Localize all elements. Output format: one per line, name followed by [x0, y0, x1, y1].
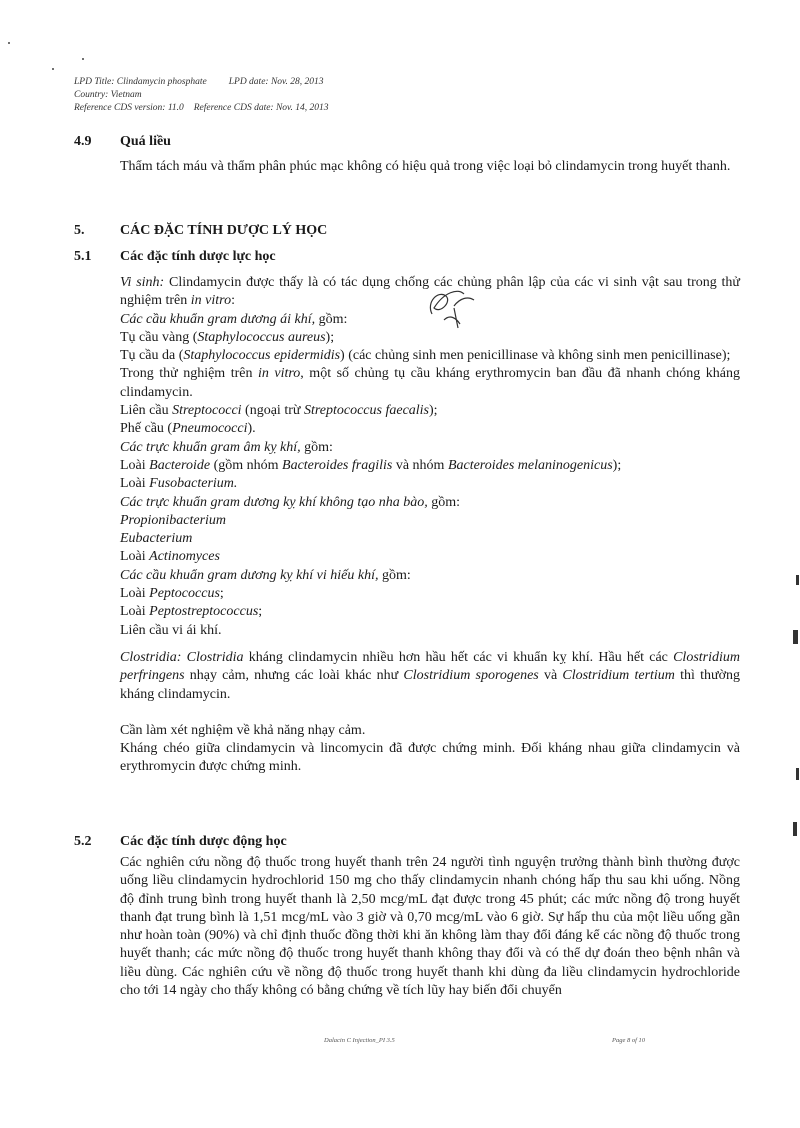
text: );	[429, 403, 438, 419]
text: Bacteroide	[149, 457, 211, 473]
text: ).	[247, 421, 256, 437]
text: Staphylococcus epidermidis	[183, 348, 341, 364]
list-item: Liên cầu vi ái khí.	[120, 622, 222, 638]
text: Các cầu khuẩn gram dương ái khí,	[120, 311, 316, 327]
text: Loài	[120, 476, 150, 492]
list-item	[120, 347, 740, 365]
text: gồm:	[315, 311, 348, 327]
list-item	[120, 420, 740, 438]
section-5-2-heading	[74, 834, 287, 850]
text: (gồm nhóm	[210, 457, 283, 473]
scan-speck	[82, 58, 84, 60]
section-4-9-body	[120, 158, 740, 176]
text: Loài	[120, 457, 150, 473]
text: kháng clindamycin nhiều hơn hầu hết các vi khuẩn kỵ khí. Hầu hết các	[243, 649, 674, 665]
text: gồm:	[300, 439, 333, 455]
text: Staphylococcus aureus	[197, 329, 326, 345]
text: Tụ cầu da (	[120, 348, 184, 364]
text: Loài	[120, 586, 150, 602]
paragraph: Cần làm xét nghiệm về khả năng nhạy cảm.	[120, 722, 366, 738]
list-item	[120, 329, 740, 347]
text: Clostridium tertium	[562, 668, 675, 684]
text: nhạy cảm, nhưng các loài khác như	[184, 668, 404, 684]
text: Pneumococci	[172, 421, 248, 437]
list-item: Propionibacterium	[120, 512, 227, 528]
section-5-2-body	[120, 854, 740, 1000]
scan-edge-mark	[793, 630, 798, 644]
list-item	[120, 439, 740, 457]
footer-doc-id: Dalacin C Injection_PI 3.5	[324, 1037, 395, 1044]
text: Clindamycin được thấy là có tác dụng chống các chủng phân lập của các vi sinh vật sau trong thử nghiệm trên	[120, 275, 741, 309]
text: và	[538, 668, 563, 684]
section-title: CÁC ĐẶC TÍNH DƯỢC LÝ HỌC	[120, 223, 328, 238]
text: Tụ cầu vàng (	[120, 329, 198, 345]
list-item	[120, 494, 740, 512]
list-item	[120, 365, 740, 402]
section-number: 5.2	[74, 834, 92, 849]
text: Bacteroides fragilis	[282, 457, 393, 473]
scan-edge-mark	[796, 768, 799, 780]
list-item	[120, 603, 740, 621]
text: Clostridia	[181, 649, 244, 665]
list-item	[120, 457, 740, 475]
text: );	[325, 329, 335, 345]
list-item	[120, 475, 740, 493]
text: Các trực khuẩn gram âm kỵ khí,	[120, 439, 301, 455]
paragraph: Kháng chéo giữa clindamycin và lincomycin đã được chứng minh. Đối kháng nhau giữa clindamycin và erythromycin được chứng minh.	[120, 741, 740, 775]
section-5-1-body	[120, 274, 740, 777]
text: (ngoại trừ	[241, 403, 304, 419]
text: và nhóm	[392, 457, 448, 473]
text: Actinomyces	[149, 549, 220, 565]
list-item	[120, 548, 740, 566]
text: Fusobacterium.	[149, 476, 238, 492]
list-item	[120, 311, 740, 329]
section-number: 5.	[74, 223, 85, 238]
text: ) (các chủng sinh men penicillinase và không sinh men penicillinase);	[340, 348, 731, 364]
list-item	[120, 567, 740, 585]
text: );	[612, 457, 622, 473]
text: Streptococci	[172, 403, 242, 419]
vi-sinh-paragraph	[120, 274, 740, 311]
section-title: Quá liều	[120, 134, 171, 149]
text: thì thường kháng clindamycin.	[120, 668, 740, 702]
section-title: Các đặc tính dược động học	[120, 834, 287, 849]
scan-speck	[8, 42, 10, 44]
text: Clostridium sporogenes	[403, 668, 539, 684]
list-item	[120, 585, 740, 603]
text: in vitro	[190, 293, 232, 309]
text: gồm:	[427, 494, 461, 510]
lpd-title: LPD Title: Clindamycin phosphate	[74, 77, 207, 87]
list-item: Eubacterium	[120, 531, 193, 547]
text: Các cầu khuẩn gram dương kỵ khí vi hiếu khí,	[120, 567, 379, 583]
section-number: 4.9	[74, 134, 92, 149]
text: ;	[219, 586, 224, 602]
section-number: 5.1	[74, 249, 92, 264]
text: Peptococcus	[149, 586, 220, 602]
paragraph: Thẩm tách máu và thẩm phân phúc mạc không có hiệu quả trong việc loại bỏ clindamycin trong huyết thanh.	[120, 159, 731, 174]
text: Clostridia:	[120, 649, 182, 665]
text: Trong thử nghiệm trên	[120, 366, 258, 382]
text: , một số chủng tụ cầu kháng erythromycin ban đầu đã nhanh chóng kháng clindamycin.	[120, 366, 740, 400]
clostridia-paragraph	[120, 649, 740, 704]
text: Loài	[120, 604, 150, 620]
text: in vitro	[257, 366, 301, 382]
text: Peptostreptococcus	[149, 604, 259, 620]
vi-sinh-label: Vi sinh:	[120, 275, 165, 290]
text: Streptococcus faecalis	[303, 403, 430, 419]
scan-edge-mark	[796, 575, 799, 585]
text: Phế cầu (	[120, 421, 173, 437]
scan-speck	[52, 68, 54, 70]
text: Liên cầu	[120, 403, 173, 419]
cds-version: Reference CDS version: 11.0	[74, 103, 184, 113]
section-5-heading	[74, 223, 327, 239]
text: Các trực khuẩn gram dương kỵ khí không tạo nha bào,	[120, 494, 428, 510]
cds-date: Reference CDS date: Nov. 14, 2013	[193, 103, 329, 113]
scan-edge-mark	[793, 822, 797, 836]
text: Loài	[120, 549, 150, 565]
footer-page-number: Page 8 of 10	[612, 1037, 646, 1044]
section-4-9-heading	[74, 134, 171, 150]
section-5-1-heading	[74, 249, 276, 265]
paragraph: Các nghiên cứu nồng độ thuốc trong huyết thanh trên 24 người tình nguyện trưởng thành bình thường được uống liều clindamycin hydrochlorid 150 mg cho thấy clindamycin nhanh chóng hấp thu sau khi uống. Nồng độ đỉnh trung bình trong huyết thanh là 2,50 mcg/mL đạt được trong 45 phút; các mức nồng độ trong huyết thanh đạt trung bình là 1,51 mcg/mL vào 3 giờ và 0,70 mcg/mL vào 6 giờ. Sự hấp thu của một liều uống gần như hoàn toàn (90%) và chỉ định thuốc đồng thời khi ăn không làm thay đổi đáng kể các nồng độ thuốc trong huyết thanh; các mức nồng độ thuốc trong huyết thanh không thay đổi và có thể dự đoán theo bệnh nhân và liều dùng. Các nghiên cứu về nồng độ thuốc trong huyết thanh khi dùng đa liều clindamycin hydrochloride cho tới 14 ngày cho thấy không có bằng chứng về tích lũy hay biến đổi chuyển	[120, 855, 740, 999]
list-item	[120, 402, 740, 420]
text: :	[231, 293, 235, 309]
document-header	[74, 76, 329, 115]
lpd-date: LPD date: Nov. 28, 2013	[228, 77, 324, 87]
country: Country: Vietnam	[74, 90, 142, 100]
text: Bacteroides melaninogenicus	[447, 457, 613, 473]
text: gồm:	[378, 567, 411, 583]
text: ;	[258, 604, 263, 620]
section-title: Các đặc tính dược lực học	[120, 249, 276, 264]
text: Clostridium perfringens	[120, 649, 740, 684]
